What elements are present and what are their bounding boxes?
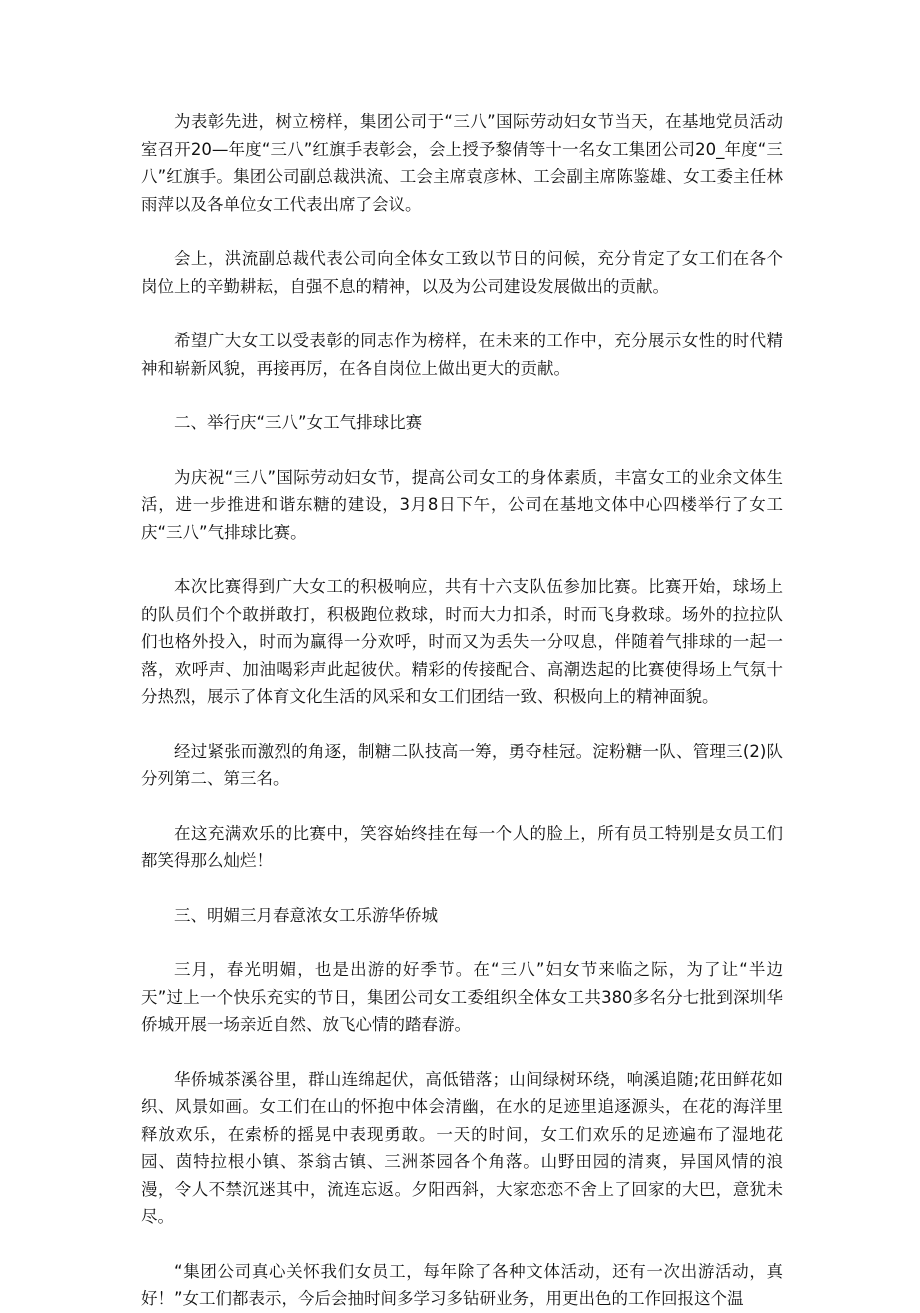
- document-body: [141, 108, 783, 1313]
- paragraph-volleyball-results: 经过紧张而激烈的角逐，制糖二队技高一筹，勇夺桂冠。淀粉糖一队、管理三(2)队分列第二、第三名。: [141, 741, 783, 788]
- section-heading-volleyball: 二、举行庆“三八”女工气排球比赛: [174, 413, 423, 432]
- paragraph-volleyball-intro: 为庆祝“三八”国际劳动妇女节，提高公司女工的身体素质，丰富女工的业余文体生活，进一步推进和谐东糖的建设，3月8日下午，公司在基地文体中心四楼举行了女工庆“三八”气排球比赛。: [141, 467, 783, 542]
- paragraph-hope: 希望广大女工以受表彰的同志作为榜样，在未来的工作中，充分展示女性的时代精神和崭新风貌，再接再厉，在各自岗位上做出更大的贡献。: [141, 331, 783, 378]
- paragraph-commendation: 为表彰先进，树立榜样，集团公司于“三八”国际劳动妇女节当天，在基地党员活动室召开20—年度“三八”红旗手表彰会，会上授予黎倩等十一名女工集团公司20_年度“三八”红旗手。集团公司副总裁洪流、工会主席袁彦林、工会副主席陈鉴雄、女工委主任林雨萍以及各单位女工代表出席了会议。: [141, 112, 783, 214]
- paragraph-volleyball-smiles: 在这充满欢乐的比赛中，笑容始终挂在每一个人的脸上，所有员工特别是女员工们都笑得那么灿烂！: [141, 823, 783, 870]
- paragraph-volleyball-match: 本次比赛得到广大女工的积极响应，共有十六支队伍参加比赛。比赛开始，球场上的队员们个个敢拼敢打，积极跑位救球，时而大力扣杀，时而飞身救球。场外的拉拉队们也格外投入，时而为赢得一分欢呼，时而又为丢失一分叹息，伴随着气排球的一起一落，欢呼声、加油喝彩声此起彼伏。精彩的传接配合、高潮迭起的比赛使得场上气氛十分热烈，展示了体育文化生活的风采和女工们团结一致、积极向上的精神面貌。: [141, 577, 783, 706]
- paragraph-trip-scenery: 华侨城茶溪谷里，群山连绵起伏，高低错落；山间绿树环绕，响溪追随;花田鲜花如织、风景如画。女工们在山的怀抱中体会清幽，在水的足迹里追逐源头，在花的海洋里释放欢乐，在索桥的摇晃中表现勇敢。一天的时间，女工们欢乐的足迹遍布了湿地花园、茵特拉根小镇、茶翁古镇、三洲茶园各个角落。山野田园的清爽，异国风情的浪漫，令人不禁沉迷其中，流连忘返。夕阳西斜，大家恋恋不舍上了回家的大巴，意犹未尽。: [141, 1069, 783, 1226]
- paragraph-trip-quote: “集团公司真心关怀我们女员工，每年除了各种文体活动，还有一次出游活动，真好！”女工们都表示，今后会抽时间多学习多钻研业务，用更出色的工作回报这个温: [141, 1261, 783, 1308]
- paragraph-vice-president-greeting: 会上，洪流副总裁代表公司向全体女工致以节日的问候，充分肯定了女工们在各个岗位上的辛勤耕耘，自强不息的精神，以及为公司建设发展做出的贡献。: [141, 249, 783, 296]
- section-heading-trip: 三、明媚三月春意浓女工乐游华侨城: [174, 905, 438, 925]
- paragraph-trip-intro: 三月，春光明媚，也是出游的好季节。在“三八”妇女节来临之际，为了让“半边天”过上一个快乐充实的节日，集团公司女工委组织全体女工共380多名分七批到深圳华侨城开展一场亲近自然、放飞心情的踏春游。: [141, 960, 783, 1034]
